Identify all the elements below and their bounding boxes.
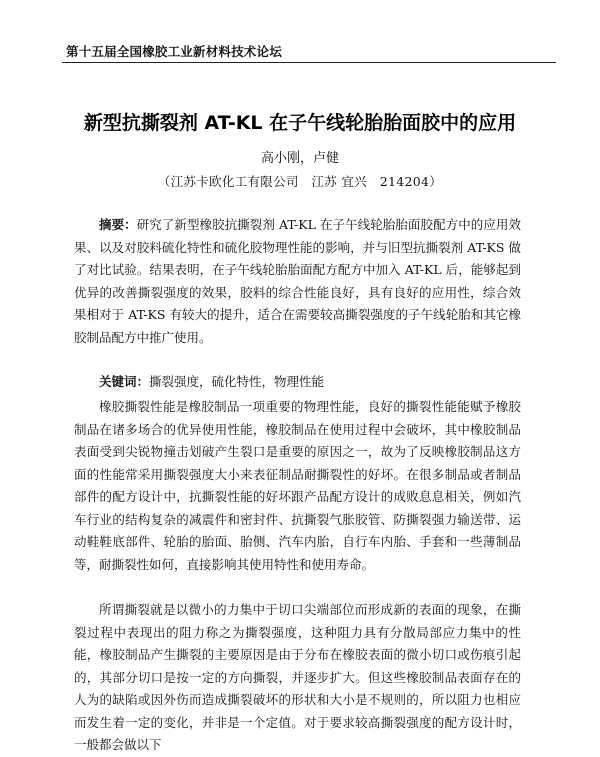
header-rule: [62, 62, 556, 63]
abstract-text: 研究了新型橡胶抗撕裂剂 AT-KL 在子午线轮胎胎面胶配方中的应用效果、以及对胶料硫化特性和硫化胶物理性能的影响，并与旧型抗撕裂剂 AT-KS 做了对比试验。结果表明，在子午线轮胎胎面配方配方中加入 AT-KL 后，能够起到优异的改善撕裂强度的效果，胶料的综合性能良好，具有良好的应用性，综合效果相对于 AT-KS 有较大的提升，适合在需要较高撕裂强度的子午线轮胎和其它橡胶制品配方中推广使用。: [74, 217, 521, 345]
keywords-label: 关键词：: [99, 374, 150, 389]
running-head: 第十五届全国橡胶工业新材料技术论坛: [66, 44, 282, 59]
body-paragraph-1: 橡胶撕裂性能是橡胶制品一项重要的物理性能，良好的撕裂性能能赋予橡胶制品在诸多场合的优异使用性能，橡胶制品在使用过程中会破坏，其中橡胶制品表面受到尖锐物撞击划破产生裂口是重要的原因之一，故为了反映橡胶制品这方面的性能常采用撕裂强度大小来表征制品耐撕裂性的好坏。在很多制品或者制品部件的配方设计中，抗撕裂性能的好坏跟产品配方设计的成败息息相关，例如汽车行业的结构复杂的减震件和密封件、抗撕裂气胀胶管、防撕裂强力输送带、运动鞋鞋底部件、轮胎的胎面、胎侧、汽车内胎，自行车内胎、手套和一些薄制品等，耐撕裂性如何，直接影响其使用特性和使用寿命。: [74, 399, 521, 572]
affiliation: （江苏卡欧化工有限公司 江苏 宜兴 214204）: [157, 174, 443, 189]
keywords-text: 撕裂强度，硫化特性，物理性能: [149, 374, 325, 389]
body-paragraph-2: 所谓撕裂就是以微小的力集中于切口尖端部位而形成新的表面的现象，在撕裂过程中表现出的阻力称之为撕裂强度，这种阻力具有分散局部应力集中的性能，橡胶制品产生撕裂的主要原因是由于分布在橡胶表面的微小切口或伤痕引起的，其部分切口是按一定的方向撕裂，并逐步扩大。但这些橡胶制品表面存在的人为的缺陷或因外伤而造成撕裂破坏的形状和大小是不规则的，所以阻力也相应而发生着一定的变化，并非是一个定值。对于要求较高撕裂强度的配方设计时，一般都会做以下: [74, 602, 521, 752]
abstract-label: 摘要：: [99, 217, 137, 232]
authors: 高小刚，卢健: [260, 151, 339, 166]
abstract: [74, 214, 521, 349]
paper-title: 新型抗撕裂剂 AT-KL 在子午线轮胎胎面胶中的应用: [83, 112, 517, 134]
keywords: [74, 371, 521, 394]
